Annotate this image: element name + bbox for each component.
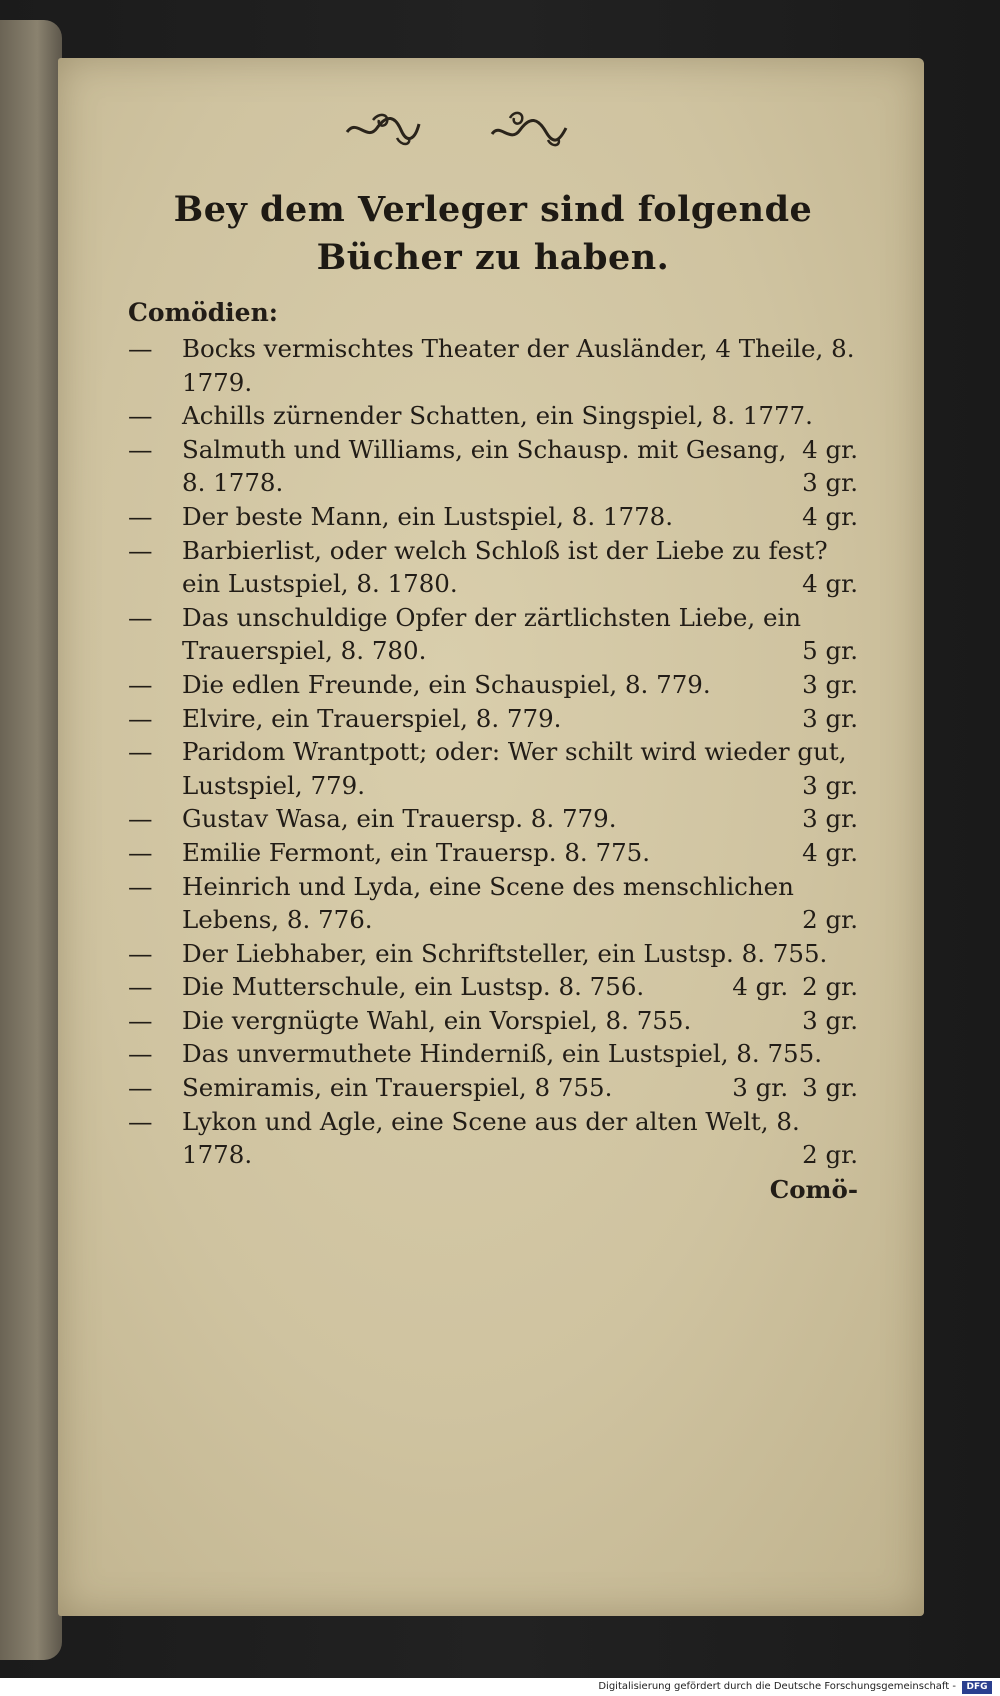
catchword: Comö- [769, 1174, 858, 1204]
entry-text: Lykon und Agle, eine Scene aus der alten Welt, 8. 1778. [182, 1106, 800, 1170]
entry-text: Paridom Wrantpott; oder: Wer schilt wird wieder gut, Lustspiel, 779. [182, 737, 847, 800]
book-entry [128, 702, 858, 736]
entry-price: 4 gr. [802, 501, 858, 531]
book-entry [128, 601, 858, 668]
entry-price: 2 gr. [802, 972, 858, 1002]
entry-dash: — [128, 535, 153, 565]
entry-dash: — [128, 1106, 153, 1136]
entry-price: 3 gr. [802, 669, 858, 699]
entry-text: Die Mutterschule, ein Lustsp. 8. 756. [182, 972, 645, 1002]
book-entry [128, 668, 858, 702]
entry-dash: — [128, 1073, 153, 1103]
entry-dash: — [128, 972, 153, 1002]
entry-price: 4 gr. [802, 837, 858, 867]
entry-price: 2 gr. [802, 905, 858, 935]
book-entry [128, 802, 858, 836]
left-ornament-icon [343, 110, 423, 150]
entry-price: 3 gr. [802, 804, 858, 834]
book-entry [128, 870, 858, 937]
entry-dash: — [128, 804, 153, 834]
book-entry [128, 1004, 858, 1038]
entry-price: 2 gr. [802, 1140, 858, 1170]
entry-text: Semiramis, ein Trauerspiel, 8 755. [182, 1073, 613, 1103]
book-entry [128, 836, 858, 870]
book-entry [128, 1071, 858, 1105]
entry-dash: — [128, 1005, 153, 1035]
page-title: Bey dem Verleger sind folgende Bücher zu haben. [173, 189, 813, 278]
entry-text: Achills zürnender Schatten, ein Singspiel, 8. 1777. [182, 401, 813, 431]
entry-text: Das unvermuthete Hinderniß, ein Lustspiel, 8. 755. [182, 1039, 823, 1069]
entry-dash: — [128, 938, 153, 968]
entry-text: Heinrich und Lyda, eine Scene des menschlichen Lebens, 8. 776. [182, 871, 794, 935]
right-ornament-icon [488, 110, 570, 150]
entry-price: 4 gr. [802, 434, 858, 464]
entry-dash: — [128, 703, 153, 733]
book-entry [128, 970, 858, 1004]
book-page [58, 58, 924, 1616]
entry-price: 4 gr. [732, 972, 789, 1002]
entry-price: 3 gr. [802, 1005, 858, 1035]
entry-dash: — [128, 737, 153, 767]
entry-dash: — [128, 871, 153, 901]
entries-container [128, 332, 858, 1172]
entry-text: Elvire, ein Trauerspiel, 8. 779. [182, 703, 562, 733]
entry-text: Die edlen Freunde, ein Schauspiel, 8. 779. [182, 669, 711, 699]
book-list [128, 296, 858, 1206]
entry-dash: — [128, 602, 153, 632]
entry-text: Das unschuldige Opfer der zärtlichsten Liebe, ein Trauerspiel, 8. 780. [182, 602, 802, 666]
entry-dash: — [128, 669, 153, 699]
footer-credit: Digitalisierung gefördert durch die Deutsche Forschungsgemeinschaft - [598, 1681, 956, 1692]
previous-page-edge [0, 20, 62, 1660]
entry-dash: — [128, 401, 153, 431]
book-entry [128, 500, 858, 534]
book-entry [128, 1105, 858, 1172]
entry-text: Barbierlist, oder welch Schloß ist der Liebe zu fest? ein Lustspiel, 8. 1780. [182, 535, 828, 599]
entry-price: 3 gr. [802, 1073, 858, 1103]
book-entry [128, 735, 858, 802]
entry-dash: — [128, 334, 153, 363]
entry-price: 3 gr. [732, 1073, 789, 1103]
entry-price: 3 gr. [802, 770, 858, 800]
book-entry [128, 332, 858, 399]
entry-dash: — [128, 434, 153, 464]
dfg-logo: DFG [962, 1681, 992, 1694]
entry-dash: — [128, 1039, 153, 1069]
book-entry [128, 433, 858, 500]
entry-price: 3 gr. [802, 468, 858, 498]
entry-price: 4 gr. [802, 569, 858, 599]
entry-price: 5 gr. [802, 636, 858, 666]
book-entry [128, 534, 858, 601]
entry-text: Bocks vermischtes Theater der Ausländer, 4 Theile, 8. 1779. [182, 334, 855, 397]
entry-dash: — [128, 501, 153, 531]
entry-text: Der Liebhaber, ein Schriftsteller, ein Lustsp. 8. 755. [182, 938, 828, 968]
entry-text: Die vergnügte Wahl, ein Vorspiel, 8. 755. [182, 1005, 692, 1035]
entry-price: 3 gr. [802, 703, 858, 733]
entry-text: Emilie Fermont, ein Trauersp. 8. 775. [182, 837, 651, 867]
book-entry [128, 399, 858, 464]
category-heading: Comödien: [128, 298, 278, 327]
entry-dash: — [128, 837, 153, 867]
entry-text: Gustav Wasa, ein Trauersp. 8. 779. [182, 804, 617, 834]
entry-text: Salmuth und Williams, ein Schausp. mit Gesang, 8. 1778. [182, 434, 787, 498]
entry-text: Der beste Mann, ein Lustspiel, 8. 1778. [182, 501, 674, 531]
